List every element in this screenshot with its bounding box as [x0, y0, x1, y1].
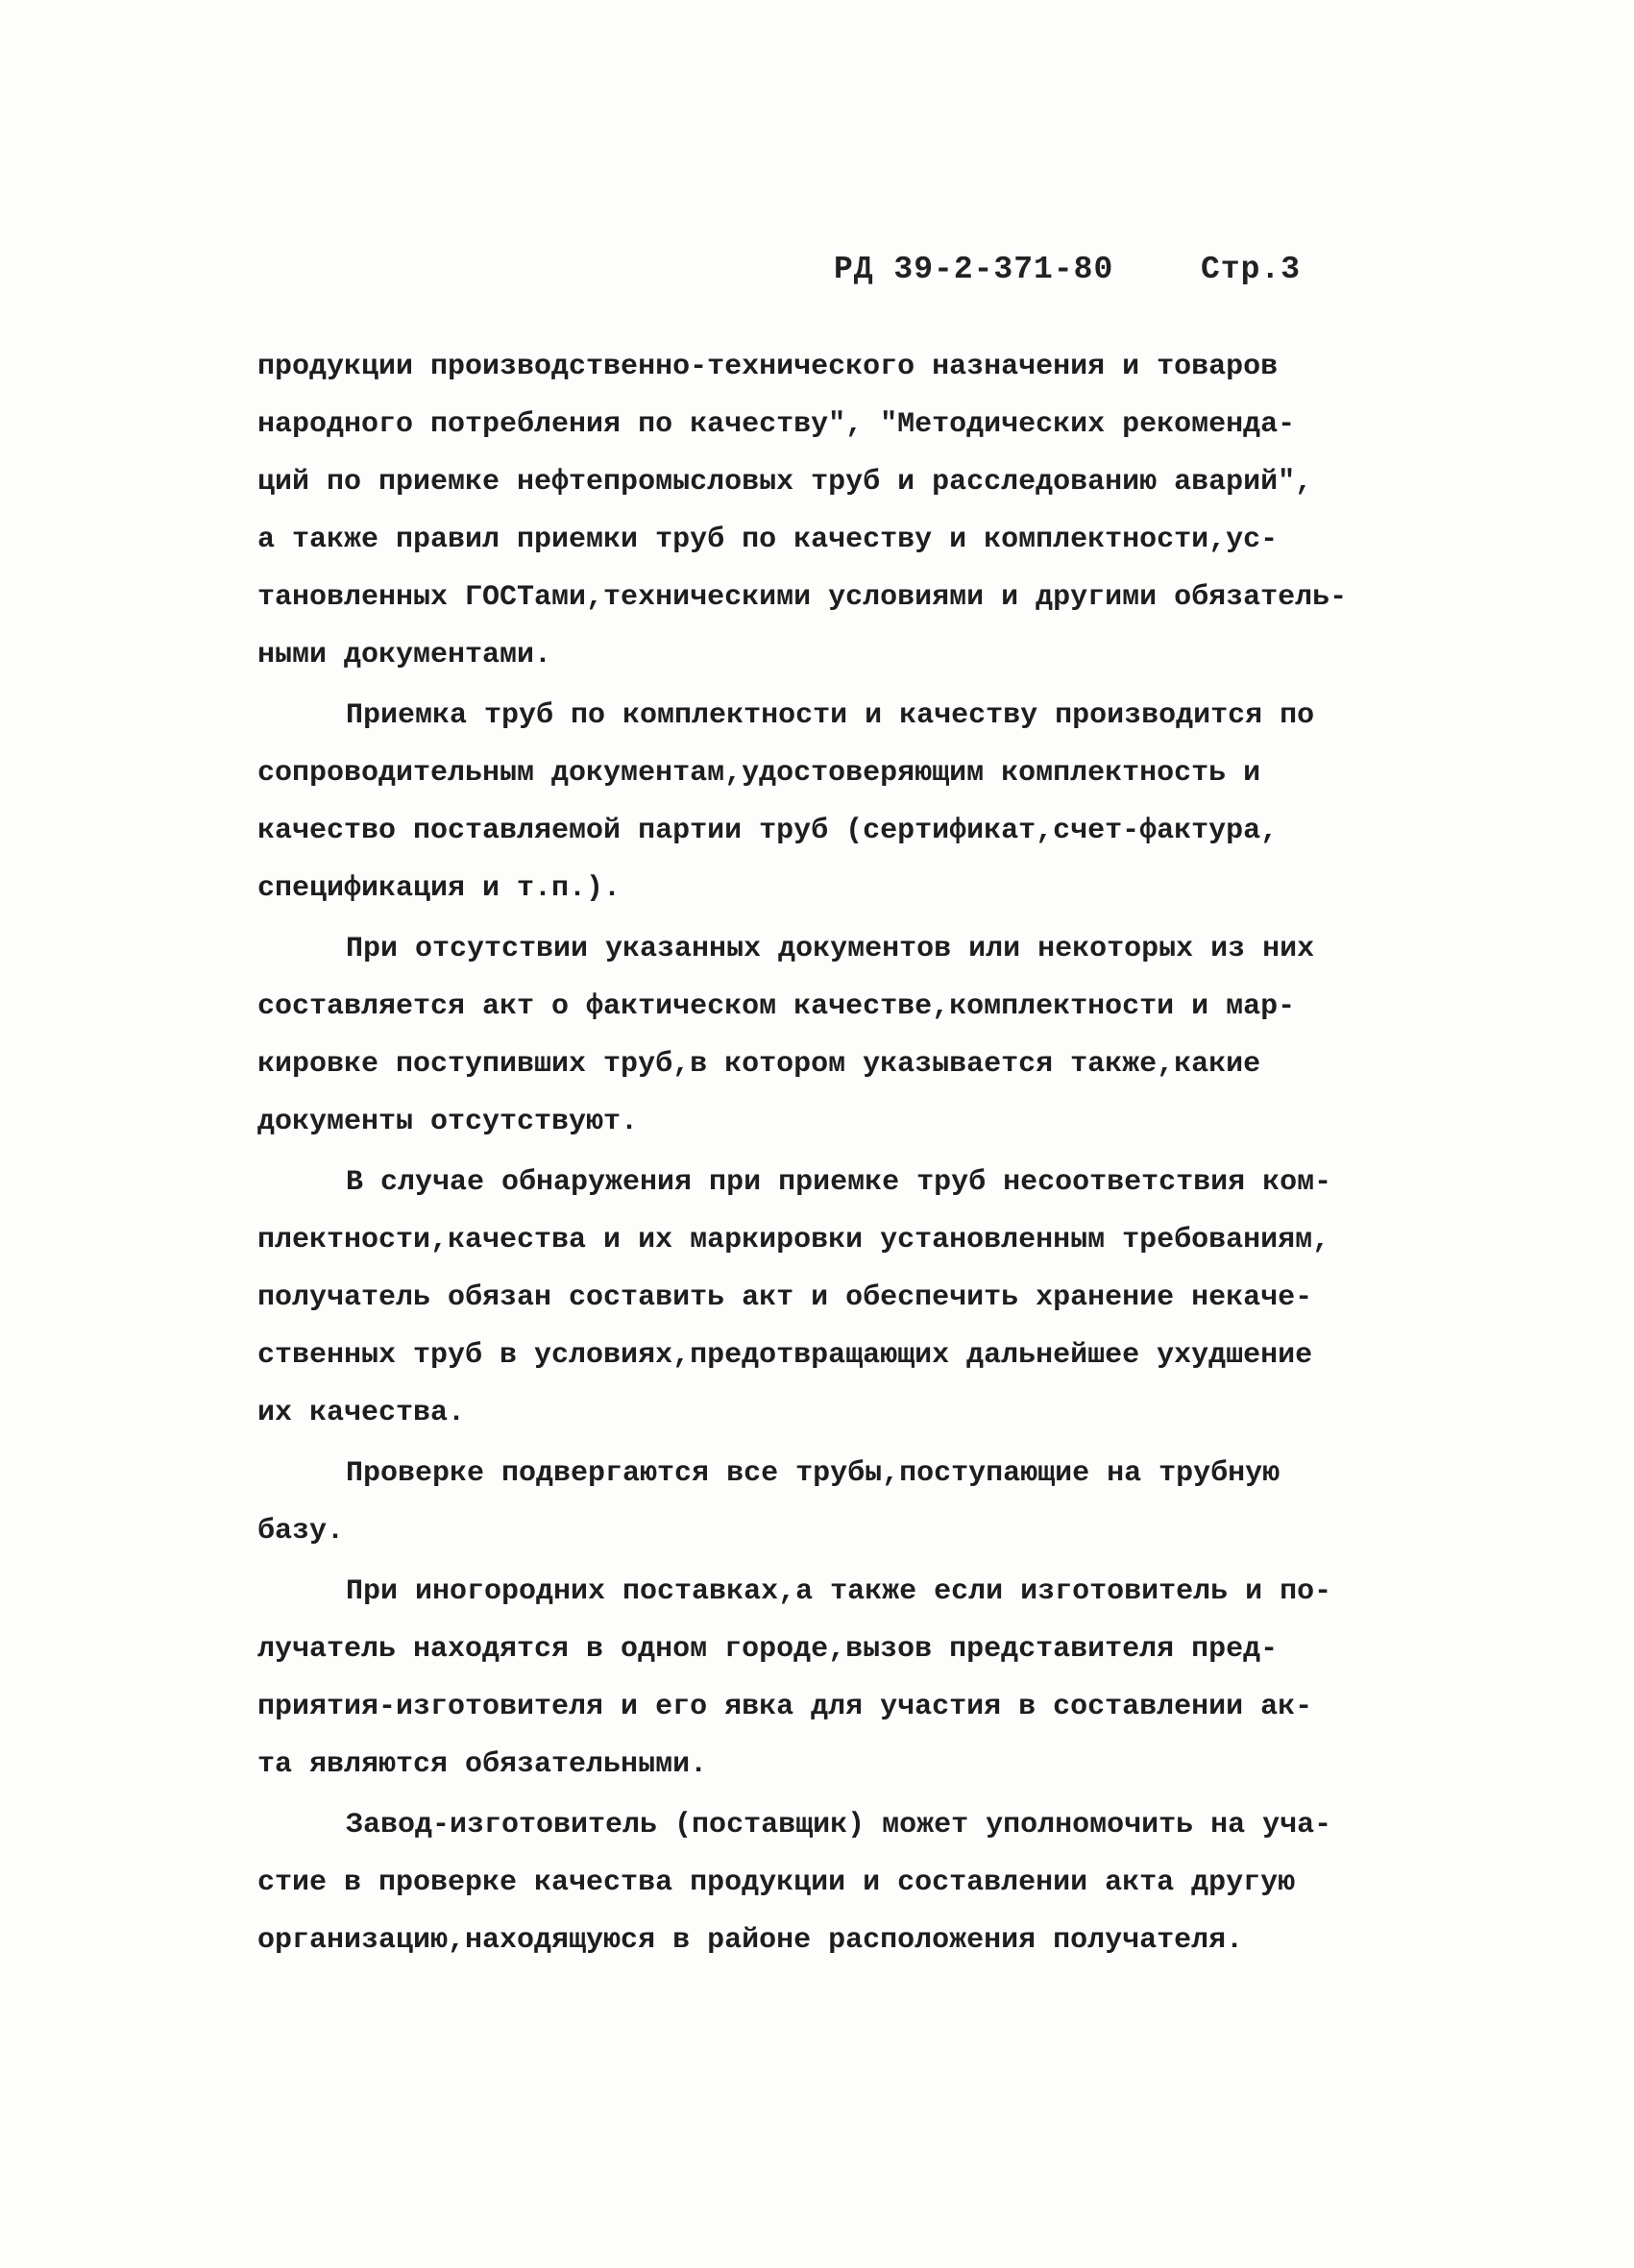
text-line: народного потребления по качеству", "Методических рекоменда-	[257, 408, 1296, 441]
paragraph-continuation	[257, 338, 1372, 684]
page-header	[834, 252, 1333, 298]
text-line: ными документами.	[257, 639, 552, 671]
text-line: плектности,качества и их маркировки установленным требованиям,	[257, 1224, 1330, 1256]
text-line: тановленных ГОСТами,техническими условиями и другими обязатель-	[257, 581, 1348, 614]
text-line: приятия-изготовителя и его явка для участия в составлении ак-	[257, 1691, 1313, 1723]
text-line: та являются обязательными.	[257, 1748, 708, 1781]
text-line: продукции производственно-технического назначения и товаров	[257, 351, 1279, 383]
paragraph-representative	[257, 1563, 1372, 1793]
text-line: При иногородних поставках,а также если изготовитель и по-	[346, 1575, 1332, 1608]
paragraph-inspection-scope	[257, 1445, 1372, 1560]
paragraph-acceptance-documents	[257, 687, 1372, 917]
text-line: кировке поступивших труб,в котором указывается также,какие	[257, 1048, 1261, 1081]
text-line: а также правил приемки труб по качеству и комплектности,ус-	[257, 524, 1279, 556]
text-line: получатель обязан составить акт и обеспечить хранение некаче-	[257, 1281, 1313, 1314]
paragraph-missing-documents	[257, 920, 1372, 1151]
text-line: организацию,находящуюся в районе расположения получателя.	[257, 1924, 1244, 1957]
text-line: Завод-изготовитель (поставщик) может уполномочить на уча-	[346, 1809, 1332, 1841]
text-line: составляется акт о фактическом качестве,комплектности и мар-	[257, 990, 1296, 1023]
text-line: ций по приемке нефтепромысловых труб и расследованию аварий",	[257, 466, 1313, 499]
page-number: Стр.3	[1201, 252, 1302, 287]
text-line: При отсутствии указанных документов или некоторых из них	[346, 933, 1315, 965]
text-line: их качества.	[257, 1397, 466, 1429]
text-line: спецификация и т.п.).	[257, 872, 622, 905]
text-line: лучатель находятся в одном городе,вызов представителя пред-	[257, 1633, 1279, 1666]
text-line: базу.	[257, 1515, 345, 1548]
document-body	[257, 338, 1372, 1972]
paragraph-nonconformity	[257, 1154, 1372, 1442]
document-code: РД 39-2-371-80	[834, 252, 1114, 287]
paragraph-delegation	[257, 1796, 1372, 1969]
text-line: сопроводительным документам,удостоверяющим комплектность и	[257, 757, 1261, 790]
text-line: стие в проверке качества продукции и составлении акта другую	[257, 1866, 1296, 1899]
text-line: Приемка труб по комплектности и качеству производится по	[346, 699, 1315, 732]
text-line: документы отсутствуют.	[257, 1106, 639, 1138]
text-line: В случае обнаружения при приемке труб несоответствия ком-	[346, 1166, 1332, 1199]
text-line: качество поставляемой партии труб (сертификат,счет-фактура,	[257, 815, 1279, 847]
text-line: Проверке подвергаются все трубы,поступающие на трубную	[346, 1457, 1280, 1490]
text-line: ственных труб в условиях,предотвращающих дальнейшее ухудшение	[257, 1339, 1313, 1372]
